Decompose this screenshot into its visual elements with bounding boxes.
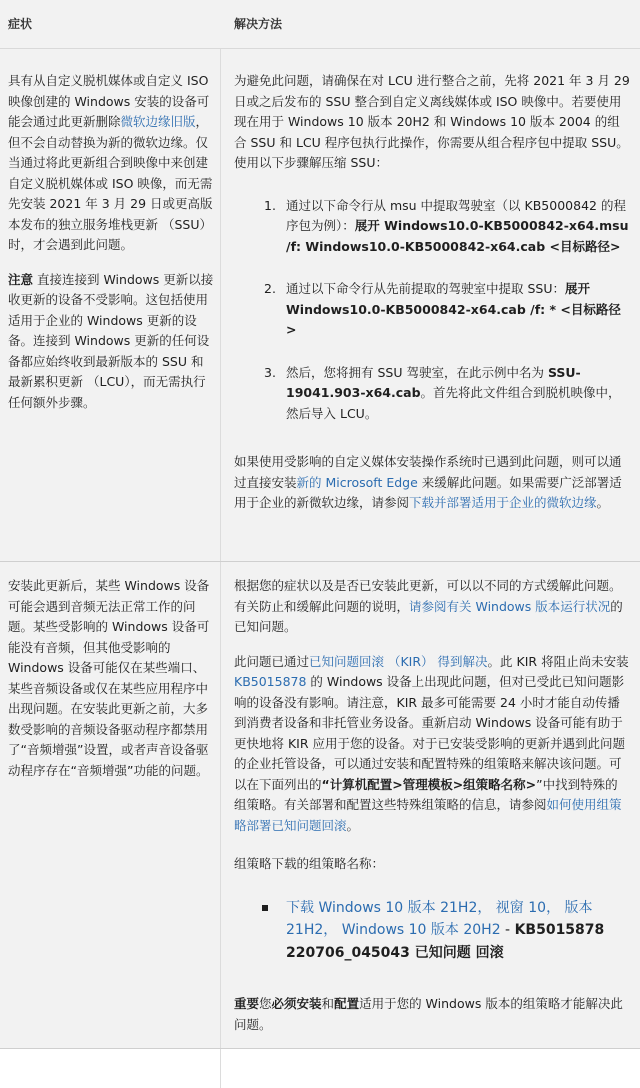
step-command: 展开 Windows10.0-KB5000842-x64.msu /f: Windows10.0-KB5000842-x64.cab <目标路径> (286, 218, 629, 254)
list-item (234, 363, 630, 425)
text: 来缓解此问题。如果需要广泛部署适用于企业的新微软边缘，请参阅 (234, 474, 622, 510)
row1-intro: 为避免此问题，请确保在对 LCU 进行整合之前，先将 2021 年 3 月 29 日或之后发布的 SSU 整合到自定义离线媒体或 ISO 映像中。若要使用现在用于 Windows 10 版本 20H2 和 Windows 10 版本 2004 的组合 SSU 和 LCU 程序包执行此操作，你需要从组合程序包中提取 SSU。使用以下步骤解压缩 SSU： (234, 73, 630, 170)
row2-p1 (234, 576, 630, 638)
column-divider (220, 1049, 221, 1088)
group-policy-link[interactable]: 如何使用组策略部署已知问题回滚 (234, 797, 622, 833)
step-command: 展开 Windows10.0-KB5000842-x64.cab /f: * <目标路径> (286, 281, 621, 337)
step-filename: SSU-19041.903-x64.cab (286, 364, 581, 400)
row2-symptom-text: 安装此更新后，某些 Windows 设备可能会遇到音频无法正常工作的问题。某些受影响的 Windows 设备可能没有音频，但其他受影响的 Windows 设备可能仅在某些端口、某些音频设备或仅在某些应用程序中出现问题。在安装此更新之前，大多数受影响的音频设备驱动程序都禁用了“音频增强”设置，或者声音设备驱动程序存在“音频增强”功能的问题。 (8, 578, 210, 778)
list-item (234, 196, 630, 258)
important-label: 重要 (234, 996, 260, 1011)
download-policy-link[interactable]: 下载 Windows 10 版本 21H2， 视窗 10， 版本 21H2， Windows 10 版本 20H2 (286, 899, 593, 938)
text: 适用于您的 Windows 版本的组策略才能解决此问题。 (234, 996, 623, 1032)
policy-path: “计算机配置>管理模板>组策略名称> (321, 776, 537, 792)
text: 您 (259, 996, 272, 1011)
text: 具有从自定义脱机媒体或自定义 ISO 映像创建的 Windows 安装的设备可能会通过此更新删除 (8, 73, 210, 129)
legacy-edge-link[interactable]: 微软边缘旧版 (120, 114, 196, 129)
step-number: 3. (264, 364, 276, 380)
policy-name: KB5015878 220706_045043 已知问题 回滚 (286, 922, 605, 961)
text: 。 (346, 817, 360, 833)
row1-symptom-text (8, 71, 214, 256)
text: 的已知问题。 (234, 598, 623, 634)
bullet-icon (262, 905, 268, 911)
kir-link[interactable]: 已知问题回滚 （KIR） 得到解决 (309, 653, 488, 669)
row2-symptom (8, 576, 214, 781)
text: 的 Windows 设备上出现此问题，但对已受此已知问题影响的设备没有影响。请注意，KIR 最多可能需要 24 小时才能自动传播到消费者设备和非托管业务设备。重新启动 Windows 设备可能有助于更快地将 KIR 应用于您的设备。对于已安装受影响的更新并遇到此问题的企业托管设备，可以通过安装和配置特殊的组策略来解决该问题。可以在下面列出的 (234, 674, 626, 792)
text: 此问题已通过 (234, 653, 310, 669)
text: ，但不会自动替换为新的微软边缘。仅当通过将此更新组合到映像中来创建自定义脱机媒体或 ISO 映像，而无需先安装 2021 年 3 月 29 日或更高版本发布的独立服务堆栈更新 （SSU） 时，才会遇到此问题。 (8, 114, 213, 252)
row2-p4 (234, 994, 630, 1035)
column-divider (220, 562, 221, 1048)
list-item (234, 897, 630, 965)
table-row (0, 562, 640, 1049)
text-bold: 配置 (334, 996, 360, 1011)
header-symptom: 症状 (8, 17, 33, 31)
step-text: 通过以下命令行从先前提取的驾驶室中提取 SSU： (286, 281, 565, 296)
row2-p2 (234, 652, 630, 837)
steps-list (234, 196, 630, 425)
text: - (500, 922, 515, 938)
header-workaround: 解决方法 (234, 17, 283, 31)
table-row (0, 1049, 640, 1088)
step-number: 1. (264, 197, 276, 213)
step-text: 。首先将此文件组合到脱机映像中，然后导入 LCU。 (286, 385, 621, 421)
list-item (234, 279, 630, 341)
text: 。 (596, 495, 610, 510)
text: 。此 KIR 将阻止尚未安装 (487, 653, 629, 669)
column-divider (220, 49, 221, 561)
note-text: 直接连接到 Windows 更新以接收更新的设备不受影响。这包括使用适用于企业的 Windows 更新的设备。连接到 Windows 更新的任何设备都应始终收到最新版本的 SSU 和最新累积更新 （LCU），而无需执行任何额外步骤。 (8, 271, 214, 410)
step-text: 通过以下命令行从 msu 中提取驾驶室（以 KB5000842 的程序包为例）： (286, 197, 626, 233)
text: 和 (321, 996, 335, 1011)
text-bold: 必须安装 (271, 996, 322, 1011)
kb-link[interactable]: KB5015878 (234, 674, 307, 689)
text: ”中找到特殊的组策略。有关部署和配置这些特殊组策略的信息，请参阅 (234, 776, 618, 812)
text: 如果使用受影响的自定义媒体安装操作系统时已遇到此问题，则可以通过直接安装 (234, 454, 622, 490)
new-edge-link[interactable]: 新的 Microsoft Edge (296, 474, 418, 490)
row1-workaround (234, 71, 630, 514)
release-health-link[interactable]: 请参阅有关 Windows 版本运行状况 (409, 598, 611, 614)
row1-outro (234, 452, 630, 514)
deploy-edge-link[interactable]: 下载并部署适用于企业的微软边缘 (409, 495, 597, 510)
step-text: 然后，您将拥有 SSU 驾驶室，在此示例中名为 (286, 364, 548, 380)
note-label: 注意 (8, 271, 34, 287)
table-header (0, 0, 640, 49)
row1-symptom (8, 71, 214, 413)
row1-note (8, 270, 214, 414)
table-row (0, 49, 640, 562)
row2-workaround (234, 576, 630, 1035)
text: 根据您的症状以及是否已安装此更新，可以以不同的方式缓解此问题。有关防止和缓解此问题的说明， (234, 578, 622, 614)
row2-p3: 组策略下载的组策略名称： (234, 856, 385, 871)
step-number: 2. (264, 281, 276, 296)
